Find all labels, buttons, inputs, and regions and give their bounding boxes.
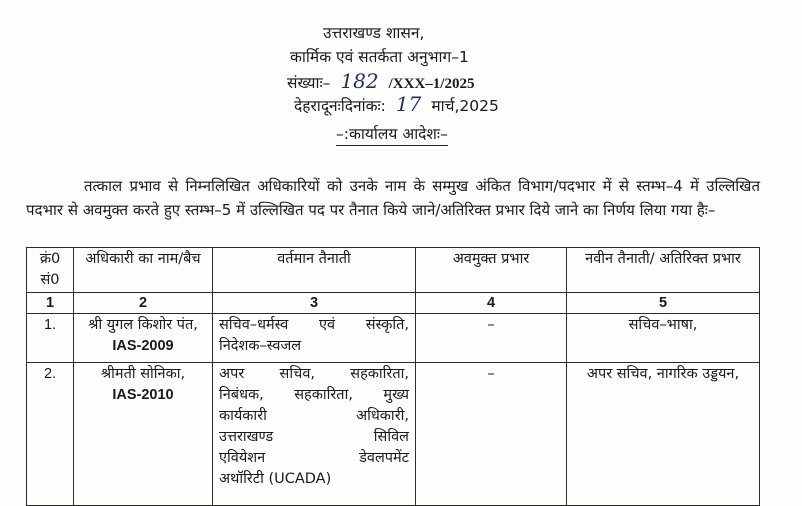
- body-paragraph: तत्काल प्रभाव से निम्नलिखित अधिकारियों को उनके नाम के सम्मुख अंकित विभाग/पदभार में से स्तम्भ–4 में उल्लिखित पदभार से अवमुक्त करते हुए स्तम्भ–5 में उल्लिखित पद पर तैनात किये जाने/अतिरिक्त प्रभार दिये जाने का निर्णय लिया गया हैः–: [26, 177, 760, 219]
- header-new-posting: नवीन तैनाती/ अतिरिक्त प्रभार: [567, 248, 760, 293]
- row-current-posting: [213, 363, 416, 506]
- column-number: 3: [213, 293, 416, 314]
- officer-name: श्री युगल किशोर पंत,: [88, 317, 198, 333]
- place-date: [294, 93, 499, 117]
- row-current-posting: सचिव–धर्मस्व एवं संस्कृति, निदेशक–स्वजल: [213, 314, 416, 363]
- column-number-row: [27, 293, 760, 314]
- posting-line: अपर सचिव, सहकारिता,: [219, 366, 409, 382]
- table-header-row: [27, 248, 760, 293]
- row-new-posting: सचिव–भाषा,: [567, 314, 760, 363]
- column-number: 5: [567, 293, 760, 314]
- government-name: उत्तराखण्ड शासन,: [323, 24, 425, 42]
- row-sno: 1.: [27, 314, 74, 363]
- header-relieved-charge: अवमुक्त प्रभार: [416, 248, 567, 293]
- department-name: कार्मिक एवं सतर्कता अनुभाग–1: [290, 48, 469, 66]
- handwritten-date: 17: [395, 92, 422, 116]
- row-relieved-charge: –: [416, 363, 567, 506]
- posting-line: उत्तराखण्ड सिविल: [219, 429, 409, 445]
- row-officer: [74, 314, 213, 363]
- posting-line: कार्यकारी अधिकारी,: [219, 408, 409, 424]
- order-number: [287, 70, 474, 95]
- column-number: 1: [27, 293, 74, 314]
- officer-batch: IAS-2009: [112, 338, 174, 354]
- officer-name: श्रीमती सोनिका,: [100, 366, 186, 382]
- row-sno: 2.: [27, 363, 74, 506]
- order-title: –:कार्यालय आदेशः–: [336, 124, 448, 146]
- posting-table: [26, 247, 760, 506]
- place-date-label: देहरादूनःदिनांकः:: [294, 97, 386, 115]
- header-current-posting: वर्तमान तैनाती: [213, 248, 416, 293]
- row-new-posting: अपर सचिव, नागरिक उड्डयन,: [567, 363, 760, 506]
- date-suffix: मार्च,2025: [431, 97, 499, 115]
- table-row: [27, 314, 760, 363]
- order-number-suffix: /XXX–1/2025: [388, 76, 475, 92]
- officer-batch: IAS-2010: [112, 387, 174, 403]
- column-number: 2: [74, 293, 213, 314]
- row-officer: [74, 363, 213, 506]
- posting-line: निबंधक, सहकारिता, मुख्य: [219, 387, 409, 403]
- handwritten-number: 182: [340, 69, 379, 93]
- column-number: 4: [416, 293, 567, 314]
- order-number-label: संख्याः–: [287, 74, 331, 92]
- table-row: [27, 363, 760, 506]
- row-relieved-charge: –: [416, 314, 567, 363]
- posting-line: एवियेशन डेवलपमेंट: [219, 450, 409, 466]
- header-sno: क्रं0 सं0: [27, 248, 74, 293]
- header-officer-name: अधिकारी का नाम/बैच: [74, 248, 213, 293]
- posting-line: अथॉरिटी (UCADA): [219, 471, 332, 487]
